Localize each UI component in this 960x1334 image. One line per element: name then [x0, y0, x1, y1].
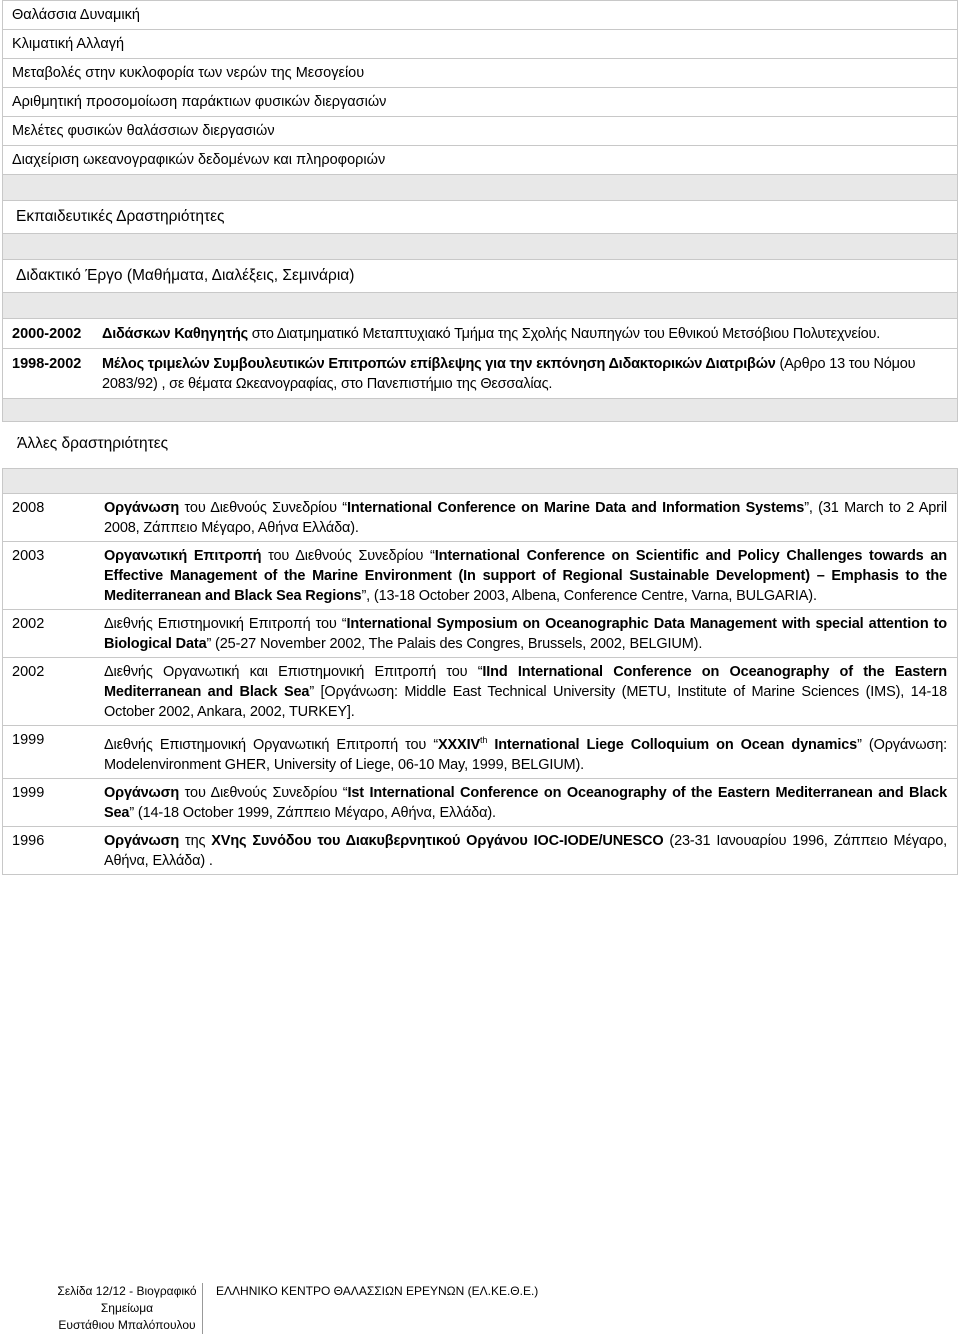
cv-page [2, 0, 958, 875]
entry-year: 1996 [12, 832, 45, 849]
activity-entry [3, 826, 957, 874]
entry-role: Οργανωτική Επιτροπή [104, 548, 262, 564]
shaded-separator [3, 233, 957, 259]
activity-entry [3, 609, 957, 657]
entry-year: 1999 [12, 732, 45, 748]
teaching-entry [3, 348, 957, 398]
education-section-title: Εκπαιδευτικές Δραστηριότητες [3, 200, 957, 233]
activity-entry [3, 493, 957, 541]
entry-description [102, 354, 957, 394]
interest-item: Μελέτες φυσικών θαλάσσιων διεργασιών [3, 116, 957, 145]
entry-year: 2008 [12, 500, 45, 516]
superscript: th [479, 735, 488, 745]
footer-page-info [52, 1283, 203, 1334]
entry-detail: στο Διατμηματικό Μεταπτυχιακό Τμήμα της Σχολής Ναυπηγών του Εθνικού Μετσόβιου Πολυτεχνείου. [247, 326, 881, 342]
research-interests-table [2, 0, 958, 422]
entry-text: ”, (13-18 October 2003, Albena, Conference Centre, Varna, BULGARIA). [361, 588, 817, 604]
entry-description [102, 324, 957, 344]
interest-item: Αριθμητική προσομοίωση παράκτιων φυσικών διεργασιών [3, 87, 957, 116]
activity-entry [3, 541, 957, 609]
activity-entry [3, 657, 957, 725]
entry-text: ” (25-27 November 2002, The Palais des Congres, Brussels, 2002, BELGIUM). [206, 636, 703, 652]
event-name: International Liege Colloquium on Ocean dynamics [487, 736, 858, 753]
teaching-entry [3, 318, 957, 348]
entry-year: 2002 [12, 664, 45, 680]
entry-year: 2003 [12, 548, 45, 564]
other-activities-table [2, 468, 958, 875]
entry-text: ” (14-18 October 1999, Ζάππειο Μέγαρο, Αθήνα, Ελλάδα). [129, 804, 496, 821]
footer-author: Ευστάθιου Μπαλόπουλου [58, 1318, 196, 1332]
entry-text: Διεθνής Επιστημονική Επιτροπή του “ [104, 616, 347, 632]
entry-text: Διεθνής Επιστημονική Οργανωτική Επιτροπή του “ [104, 736, 439, 753]
entry-text: (23-31 Ιανουαρίου 1996, Ζάππειο Μέγαρο, Αθήνα, Ελλάδα) . [104, 832, 948, 869]
activity-entry [3, 778, 957, 826]
interest-item: Θαλάσσια Δυναμική [12, 7, 140, 23]
entry-year: 2002 [12, 616, 45, 632]
entry-year: 2000-2002 [12, 326, 82, 342]
event-name: International Conference on Scientific and Policy Challenges towards an Effective Management of the Marine Environment (In support of Regional Sustainable Development) – Emphasis to the Mediterranean and Black Sea Regions [104, 548, 948, 604]
entry-description [104, 662, 957, 722]
entry-text: ”, (31 March to 2 April 2008, Ζάππειο Μέγαρο, Αθήνα Ελλάδα). [104, 500, 947, 536]
interest-item: Κλιματική Αλλαγή [3, 29, 957, 58]
footer-doc-type: Σημείωμα [100, 1301, 154, 1315]
entry-year: 1998-2002 [12, 356, 82, 372]
interest-item: Μεταβολές στην κυκλοφορία των νερών της Μεσογείου [3, 58, 957, 87]
footer-organization: ΕΛΛΗΝΙΚΟ ΚΕΝΤΡΟ ΘΑΛΑΣΣΙΩΝ ΕΡΕΥΝΩΝ (ΕΛ.ΚΕ.Θ.Ε.) [216, 1284, 539, 1298]
interest-item: Διαχείριση ωκεανογραφικών δεδομένων και πληροφοριών [3, 145, 957, 174]
entry-text: της [179, 832, 212, 849]
event-name: International Symposium on Oceanographic Data Management with special attention to Biological Data [104, 616, 948, 652]
entry-year: 1999 [12, 784, 45, 801]
entry-description [104, 546, 957, 606]
entry-text: του Διεθνούς Συνεδρίου “ [261, 548, 435, 564]
entry-role: Οργάνωση [104, 832, 180, 849]
entry-role: Οργάνωση [104, 784, 180, 801]
footer-page-number: Σελίδα 12/12 - Βιογραφικό [57, 1284, 197, 1298]
entry-text: ” [Οργάνωση: Middle East Technical University (METU, Institute of Marine Sciences (IMS), 14-18 October 2002, Ankara, 2002, TURKEY]. [104, 684, 948, 720]
teaching-subtitle: Διδακτικό Έργο (Μαθήματα, Διαλέξεις, Σεμινάρια) [3, 259, 957, 292]
entry-text: του Διεθνούς Συνεδρίου “ [179, 500, 347, 516]
entry-description [104, 783, 957, 823]
other-activities-title: Άλλες δραστηριότητες [17, 435, 169, 452]
activity-entry [3, 725, 957, 778]
shaded-separator [3, 174, 957, 200]
event-name: IInd International Conference on Oceanography of the Eastern Mediterranean and Black Sea [104, 664, 947, 700]
event-name: XXXIV [438, 736, 480, 753]
entry-description [104, 614, 957, 654]
entry-role: Οργάνωση [104, 500, 180, 516]
entry-text: Διεθνής Οργανωτική και Επιστημονική Επιτροπή του “ [104, 664, 483, 680]
entry-detail: (Αρθρο 13 του Νόμου 2083/92) , σε θέματα Ωκεανογραφίας, στο Πανεπιστήμιο της Θεσσαλίας. [102, 356, 916, 392]
entry-description [104, 498, 957, 538]
entry-description [104, 831, 957, 871]
event-name: XVης Συνόδου του Διακυβερνητικού Οργάνου IOC-IODE/UNESCO [211, 832, 664, 849]
entry-description [104, 730, 957, 775]
entry-role: Μέλος τριμελών Συμβουλευτικών Επιτροπών επίβλεψης για την εκπόνηση Διδακτορικών Διατριβών [102, 356, 776, 372]
shaded-separator [3, 469, 957, 493]
event-name: International Conference on Marine Data and Information Systems [346, 500, 805, 516]
shaded-separator [3, 292, 957, 318]
entry-role: Διδάσκων Καθηγητής [102, 326, 248, 342]
shaded-separator [3, 398, 957, 421]
entry-text: ” (Οργάνωση: Modelenvironment GHER, University of Liege, 06-10 May, 1999, BELGIUM). [104, 736, 947, 773]
event-name: Ist International Conference on Oceanography of the Eastern Mediterranean and Black Sea [104, 784, 948, 821]
entry-text: του Διεθνούς Συνεδρίου “ [179, 784, 348, 801]
